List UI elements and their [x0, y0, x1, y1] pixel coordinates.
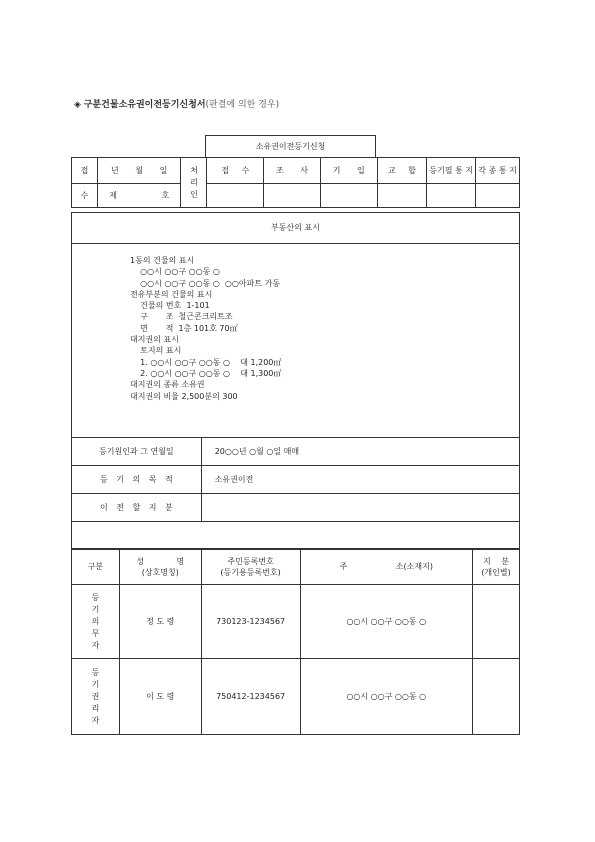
receipt-giip-cell: 기 입 — [320, 158, 377, 184]
registration-table — [71, 437, 520, 550]
property-line: 토지의 표시 — [130, 346, 182, 356]
col-id-main: 주민등록번호 — [227, 556, 274, 566]
form-title-sub: (판결에 의한 경우) — [205, 100, 280, 110]
receipt-each-notice-cell: 각 종 통 지 — [476, 158, 520, 184]
col-id-sub: (등기용등록번호) — [220, 567, 281, 577]
receipt-gyohap-cell: 교 합 — [377, 158, 427, 184]
receipt-blank-1 — [207, 184, 264, 208]
col-name-sub: (상호명칭) — [141, 567, 179, 577]
blank-row — [72, 522, 520, 550]
property-line: ○○시 ○○구 ○○동 ○ — [130, 267, 220, 277]
party-share-cell — [473, 585, 520, 659]
property-line: 건물의 번호 1-101 — [130, 301, 210, 311]
form-title-main: 구분건물소유권이전등기신청서 — [83, 100, 206, 110]
col-address-header: 주 소(소재지) — [300, 549, 473, 585]
receipt-no-label: 제 호 — [97, 184, 181, 208]
cause-label: 등기원인과 그 연월일 — [72, 438, 202, 466]
receipt-su-label: 수 — [72, 184, 98, 208]
share-value — [201, 494, 519, 522]
receipt-table — [71, 157, 520, 208]
property-line: ○○시 ○○구 ○○동 ○ ○○아파트 가동 — [130, 278, 281, 288]
col-id-header — [201, 549, 300, 585]
application-type-box — [205, 135, 376, 158]
cause-value: 20○○년 ○월 ○일 매매 — [201, 438, 519, 466]
receipt-blank-4 — [377, 184, 427, 208]
property-section-title: 부동산의 표시 — [72, 213, 519, 244]
form-title — [74, 97, 279, 110]
table-row — [72, 585, 520, 659]
party-share-cell — [473, 659, 520, 735]
parties-table — [71, 548, 520, 735]
col-share-main: 지 분 — [483, 556, 510, 566]
purpose-value: 소유권이전 — [201, 466, 519, 494]
party-type-cell: 등기권리자 — [72, 659, 120, 735]
receipt-josa-cell: 조 사 — [264, 158, 321, 184]
receipt-jeopsu-cell: 접 수 — [207, 158, 264, 184]
party-name-cell: 이 도 령 — [119, 659, 201, 735]
party-address-cell: ○○시 ○○구 ○○동 ○ — [300, 659, 473, 735]
col-share-sub: (개인별) — [481, 567, 511, 577]
property-line: 2. ○○시 ○○구 ○○동 ○ 대 1,300㎡ — [130, 368, 282, 378]
receipt-date-label: 년 월 일 — [97, 158, 181, 184]
property-description — [130, 255, 281, 402]
party-type-cell: 등기의무자 — [72, 585, 120, 659]
property-line: 1. ○○시 ○○구 ○○동 ○ 대 1,200㎡ — [130, 357, 282, 367]
receipt-blank-5 — [427, 184, 476, 208]
property-line: 면 적 1층 101호 70㎡ — [130, 323, 238, 333]
property-line: 전유부분의 건물의 표시 — [130, 289, 213, 299]
property-line: 대지권의 표시 — [130, 335, 179, 345]
party-address-cell: ○○시 ○○구 ○○동 ○ — [300, 585, 473, 659]
receipt-blank-6 — [476, 184, 520, 208]
application-type: 소유권이전등기신청 — [255, 142, 326, 151]
purpose-label: 등 기 의 목 적 — [72, 466, 202, 494]
party-id-cell: 750412-1234567 — [201, 659, 300, 735]
table-row — [72, 659, 520, 735]
property-line: 구 조 철근콘크리트조 — [130, 312, 233, 322]
party-id-cell: 730123-1234567 — [201, 585, 300, 659]
col-name-main: 성 명 — [136, 556, 185, 566]
receipt-blank-3 — [320, 184, 377, 208]
receipt-blank-2 — [264, 184, 321, 208]
property-line: 1동의 건물의 표시 — [130, 256, 195, 265]
receipt-processor-label: 처리인 — [181, 158, 207, 208]
property-line: 대지권의 비율 2,500분의 300 — [130, 391, 238, 401]
property-line: 대지권의 종류 소유권 — [130, 380, 205, 390]
col-name-header — [119, 549, 201, 585]
receipt-jeop-label: 접 — [72, 158, 98, 184]
receipt-registry-notice-cell: 등기필 통 지 — [427, 158, 476, 184]
col-type-header: 구분 — [72, 549, 120, 585]
party-name-cell: 정 도 령 — [119, 585, 201, 659]
bullet-icon: ◈ — [74, 100, 81, 110]
share-label: 이 전 할 지 분 — [72, 494, 202, 522]
col-share-header — [473, 549, 520, 585]
